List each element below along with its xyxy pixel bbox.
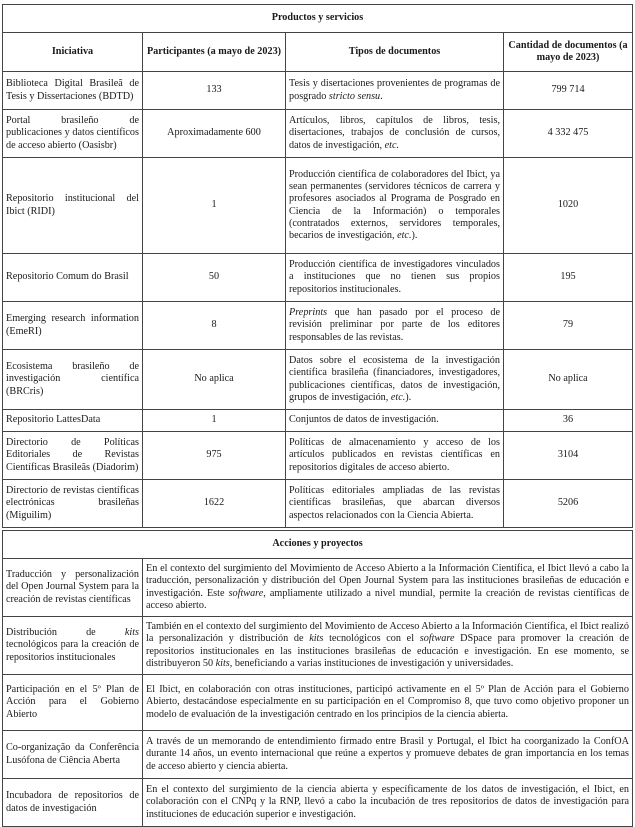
product-doc-types: Artículos, libros, capítulos de libros, tesis, disertaciones, trabajos de conclusión de cursos, datos de investigación, etc. xyxy=(286,110,504,158)
product-initiative: Biblioteca Digital Brasileã de Tesis y Dissertaciones (BDTD) xyxy=(3,72,143,110)
product-initiative: Directorio de Políticas Editoriales de Revistas Científicas Brasileãs (Diadorim) xyxy=(3,432,143,480)
actions-rows xyxy=(3,559,633,827)
product-doc-count: 799 714 xyxy=(504,72,633,110)
products-section-title: Productos y servicios xyxy=(3,5,633,33)
action-initiative: Traducción y personalización del Open Journal System para la creación de revistas científicas xyxy=(3,559,143,617)
product-doc-types: Producción científica de investigadores vinculados a instituciones que no tienen sus propios repositorios institucionales. xyxy=(286,254,504,302)
initiatives-table xyxy=(2,4,633,827)
product-participants: Aproximadamente 600 xyxy=(143,110,286,158)
action-initiative: Co-organização da Conferência Lusófona de Ciência Aberta xyxy=(3,731,143,779)
action-initiative: Incubadora de repositorios de datos de investigación xyxy=(3,779,143,827)
action-description: También en el contexto del surgimiento del Movimiento de Acceso Abierto a la Información Científica, el Ibict realizó la personalización y distribución de kits tecnológicos con el software DSpace para promover la creación de repositorios institucionales en las instituciones brasileñas de educación e investigación. En ese momento, se distribuyeron 50 kits, beneficiando a varias instituciones de investigación y universidades. xyxy=(143,617,633,675)
product-doc-types: Políticas editoriales ampliadas de las revistas científicas brasileñas, que abarcan diversos aspectos relacionados con la Ciencia Abierta. xyxy=(286,480,504,528)
action-initiative: Participación en el 5º Plan de Acción para el Gobierno Abierto xyxy=(3,675,143,731)
product-doc-count: No aplica xyxy=(504,350,633,410)
products-section-header xyxy=(3,5,633,33)
product-doc-count: 79 xyxy=(504,302,633,350)
product-doc-count: 3104 xyxy=(504,432,633,480)
product-participants: 8 xyxy=(143,302,286,350)
product-row xyxy=(3,350,633,410)
action-row xyxy=(3,731,633,779)
product-initiative: Portal brasileño de publicaciones y datos científicos de acceso abierto (Oasisbr) xyxy=(3,110,143,158)
product-doc-types: Tesis y disertaciones provenientes de programas de posgrado stricto sensu. xyxy=(286,72,504,110)
product-row xyxy=(3,110,633,158)
product-doc-count: 36 xyxy=(504,410,633,432)
product-doc-types: Conjuntos de datos de investigación. xyxy=(286,410,504,432)
action-description: El Ibict, en colaboración con otras instituciones, participó activamente en el 5º Plan de Acción para el Gobierno Abierto, destacándose especialmente en su participación en el Compromiso 8, que tuvo como objetivo proponer un modelo de evaluación de la investigación centrado en los principios de la ciencia abierta. xyxy=(143,675,633,731)
product-initiative: Ecosistema brasileño de investigación científica (BRCris) xyxy=(3,350,143,410)
document-page xyxy=(2,4,632,827)
product-doc-count: 195 xyxy=(504,254,633,302)
product-row xyxy=(3,480,633,528)
actions-section-header xyxy=(3,531,633,559)
product-initiative: Emerging research information (EmeRI) xyxy=(3,302,143,350)
column-header-row xyxy=(3,33,633,72)
product-initiative: Repositorio institucional del Ibict (RIDI) xyxy=(3,158,143,254)
action-row xyxy=(3,779,633,827)
product-doc-types: Preprints que han pasado por el proceso de revisión preliminar por parte de los editores responsables de las revistas. xyxy=(286,302,504,350)
action-row xyxy=(3,675,633,731)
product-participants: No aplica xyxy=(143,350,286,410)
product-row xyxy=(3,410,633,432)
actions-section-title: Acciones y proyectos xyxy=(3,531,633,559)
products-rows xyxy=(3,72,633,528)
product-row xyxy=(3,302,633,350)
product-participants: 975 xyxy=(143,432,286,480)
action-description: En el contexto del surgimiento del Movimiento de Acceso Abierto a la Información Científica, el Ibict llevó a cabo la traducción, personalización y distribución del Open Journal System para las instituciones brasileñas de educación e investigación. Este software, ampliamente utilizado a nivel mundial, permite la creación de revistas científicas de acceso abierto. xyxy=(143,559,633,617)
product-row xyxy=(3,72,633,110)
product-initiative: Repositorio Comum do Brasil xyxy=(3,254,143,302)
action-initiative: Distribución de kits tecnológicos para la creación de repositorios institucionales xyxy=(3,617,143,675)
product-participants: 1622 xyxy=(143,480,286,528)
product-doc-count: 1020 xyxy=(504,158,633,254)
header-participants: Participantes (a mayo de 2023) xyxy=(143,33,286,72)
product-initiative: Repositorio LattesData xyxy=(3,410,143,432)
product-row xyxy=(3,432,633,480)
product-doc-types: Datos sobre el ecosistema de la investigación científica brasileña (financiadores, investigadores, publicaciones científicas, datos de investigación, grupos de investigación, etc.). xyxy=(286,350,504,410)
header-initiative: Iniciativa xyxy=(3,33,143,72)
product-participants: 133 xyxy=(143,72,286,110)
product-row xyxy=(3,158,633,254)
product-doc-types: Políticas de almacenamiento y acceso de los artículos publicados en revistas científicas en repositorios digitales de acceso abierto. xyxy=(286,432,504,480)
header-doc-types: Tipos de documentos xyxy=(286,33,504,72)
product-participants: 1 xyxy=(143,158,286,254)
product-participants: 1 xyxy=(143,410,286,432)
header-doc-count: Cantidad de documentos (a mayo de 2023) xyxy=(504,33,633,72)
action-row xyxy=(3,559,633,617)
product-doc-count: 5206 xyxy=(504,480,633,528)
action-description: A través de un memorando de entendimiento firmado entre Brasil y Portugal, el Ibict ha coorganizado la ConfOA durante 14 años, un evento internacional que reúne a expertos y promueve debates de gran importancia en los temas de acceso abierto y ciencia abierta. xyxy=(143,731,633,779)
action-row xyxy=(3,617,633,675)
product-row xyxy=(3,254,633,302)
action-description: En el contexto del surgimiento de la ciencia abierta y específicamente de los datos de investigación, el Ibict, en colaboración con el CNPq y la RNP, llevó a cabo la incubación de tres repositorios de datos de investigación para instituciones de educación superior e investigación. xyxy=(143,779,633,827)
product-participants: 50 xyxy=(143,254,286,302)
product-initiative: Directorio de revistas científicas electrónicas brasileñas (Miguilim) xyxy=(3,480,143,528)
product-doc-count: 4 332 475 xyxy=(504,110,633,158)
product-doc-types: Producción científica de colaboradores del Ibict, ya sean permanentes (servidores técnicos de carrera y profesores asociados al Programa de Posgrado en Ciencia de la Información) o temporales (contratados externos, servidores temporales, becarios de investigación, etc.). xyxy=(286,158,504,254)
